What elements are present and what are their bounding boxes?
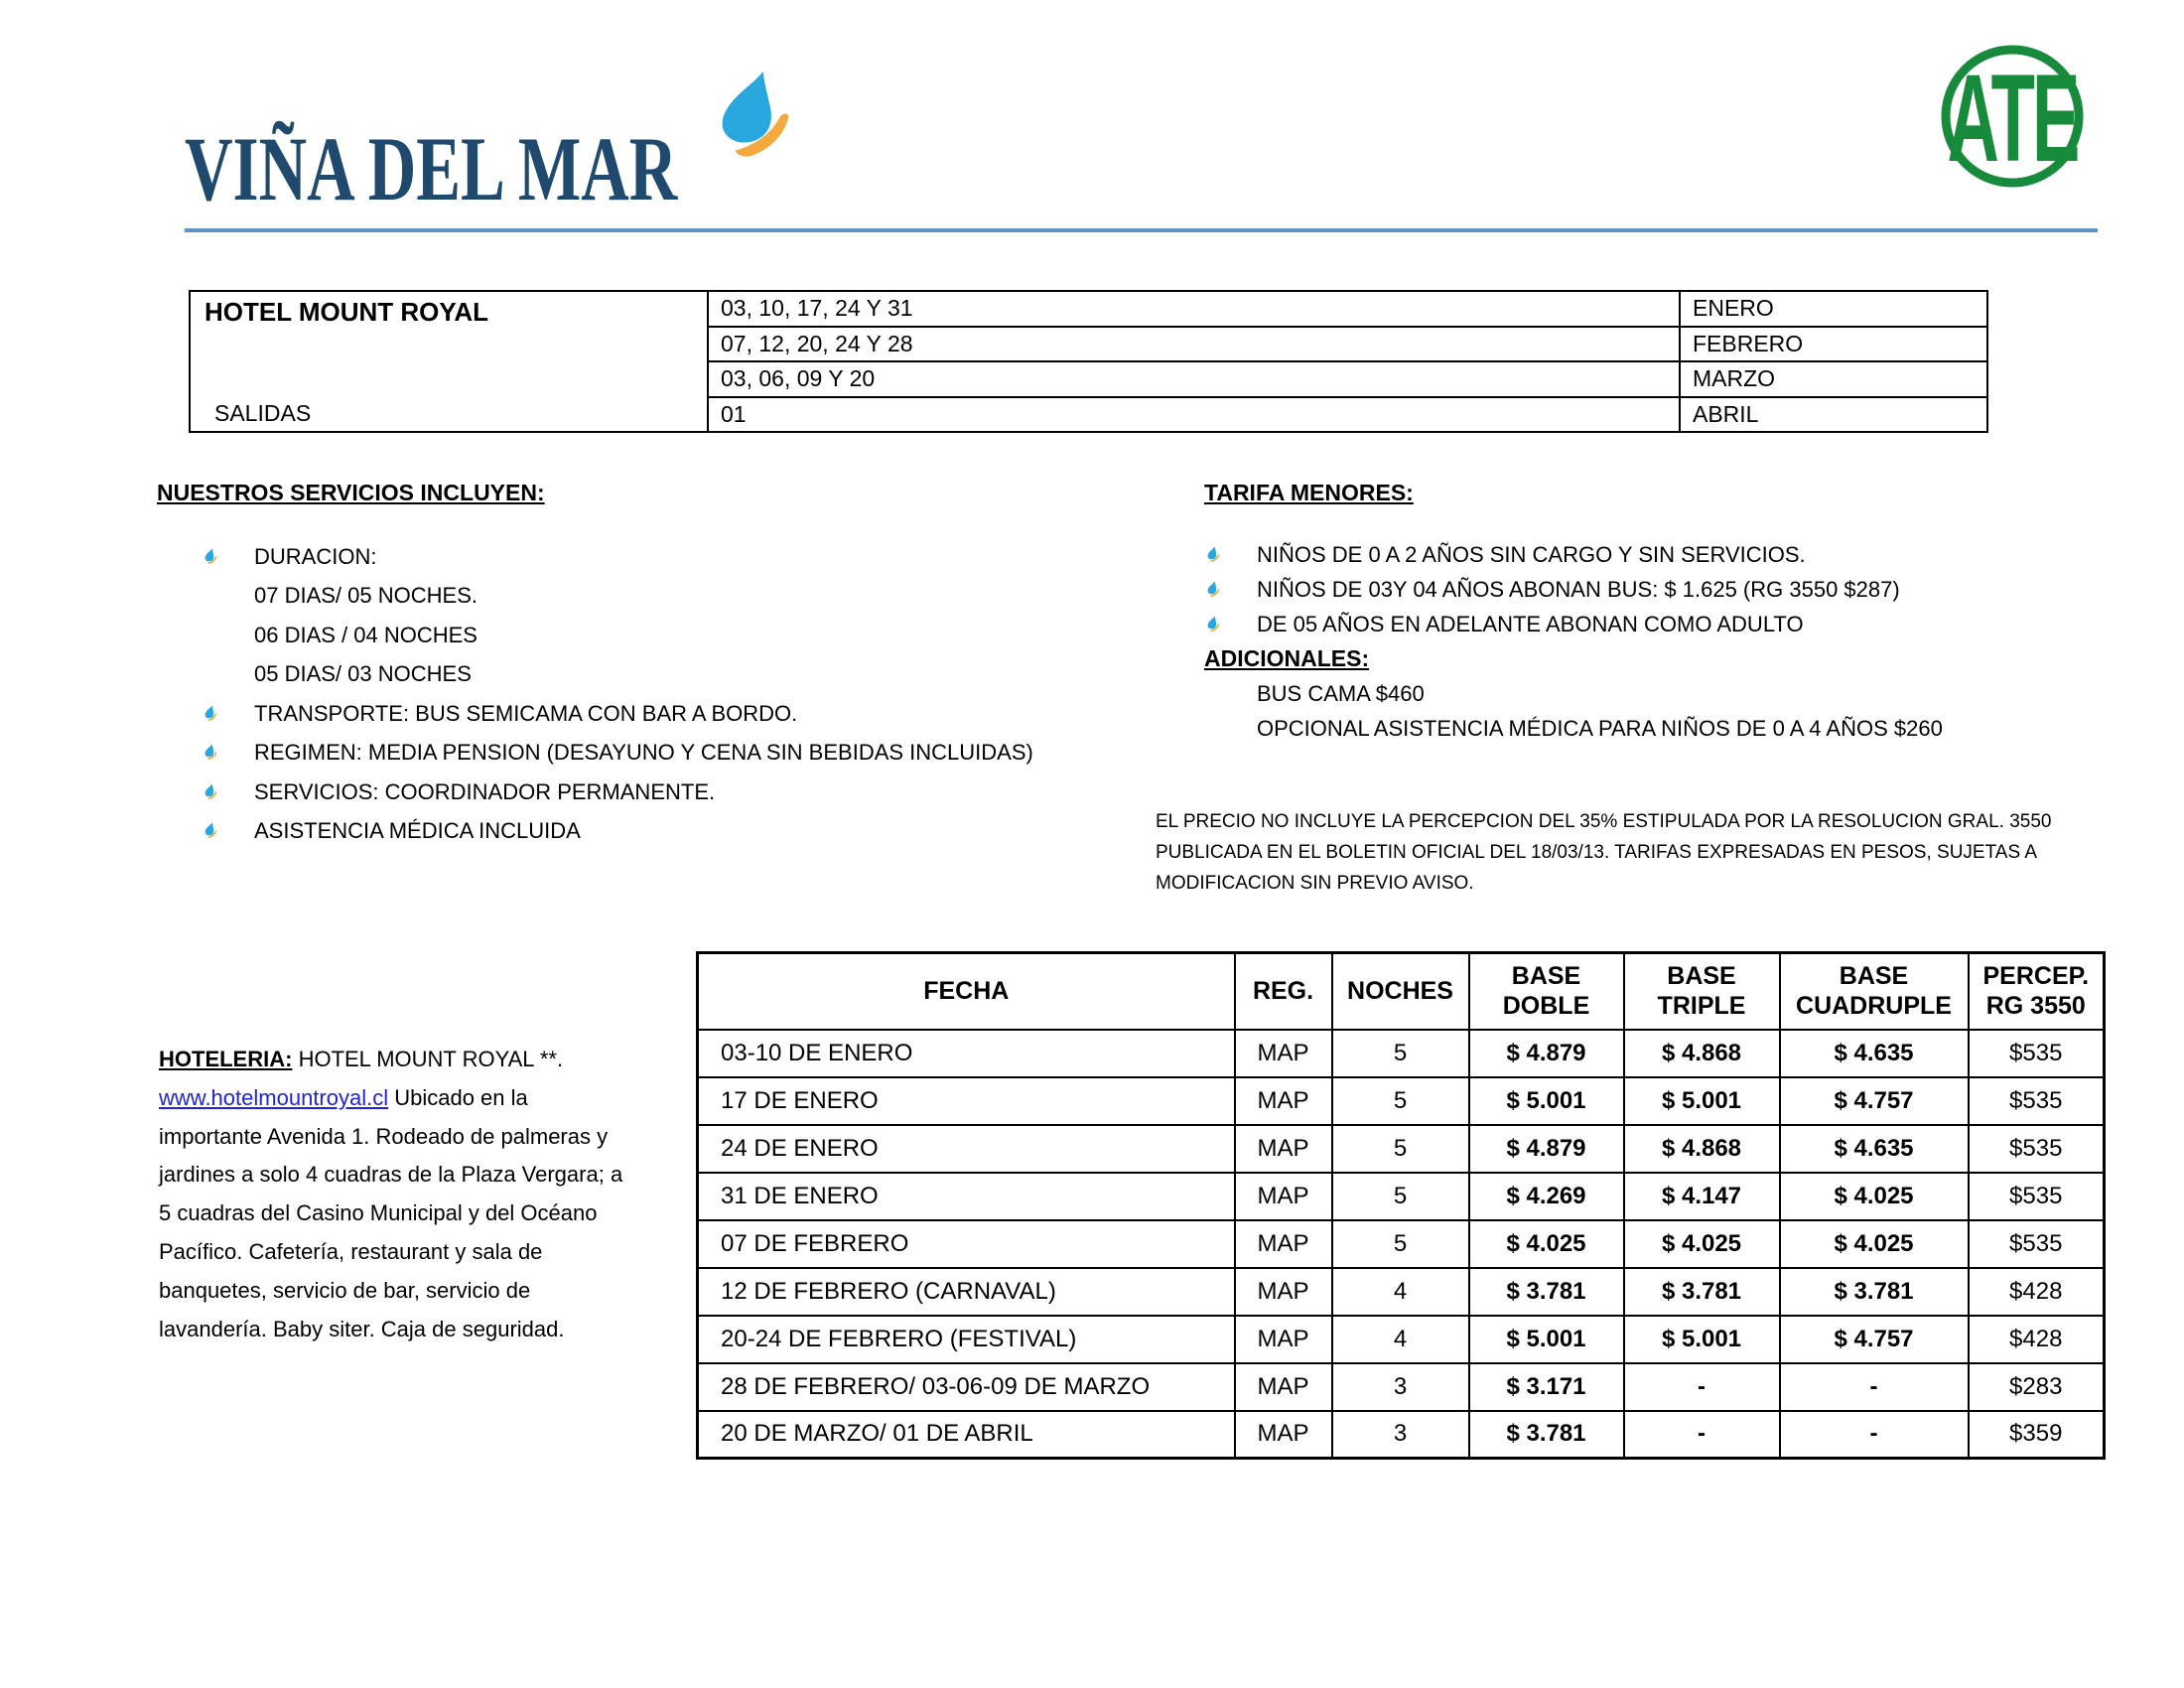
water-drop-logo-icon [720, 70, 794, 170]
header-line: BASE [1667, 962, 1736, 991]
disclaimer-line: PUBLICADA EN EL BOLETIN OFICIAL DEL 18/03/13. TARIFAS EXPRESADAS EN PESOS, SUJETAS A [1156, 842, 2038, 863]
pricing-row [698, 1316, 2105, 1363]
service-text: 07 DIAS/ 05 NOCHES. [254, 583, 478, 609]
salidas-row [709, 326, 1986, 361]
hotel-website-link[interactable]: www.hotelmountroyal.cl [159, 1084, 389, 1110]
adicionales-title: ADICIONALES: [1204, 645, 1370, 671]
month-cell: FEBRERO [1693, 330, 1804, 356]
reg-cell: MAP [1235, 1411, 1332, 1459]
noches-cell: 5 [1332, 1173, 1469, 1220]
salidas-row [709, 396, 1986, 432]
salidas-rows [709, 292, 1986, 431]
departure-dates-cell: 07, 12, 20, 24 Y 28 [709, 328, 1681, 361]
adicionales-line: BUS CAMA $460 [1257, 680, 1425, 706]
drop-bullet-icon [1207, 616, 1220, 633]
base-cuadruple-cell: $ 4.757 [1780, 1316, 1969, 1363]
pricing-row [698, 1173, 2105, 1220]
base-cuadruple-cell: $ 3.781 [1780, 1268, 1969, 1316]
base-cuadruple-cell: $ 4.025 [1780, 1220, 1969, 1268]
base-doble-cell: $ 5.001 [1469, 1316, 1624, 1363]
base-doble-cell: $ 4.879 [1469, 1125, 1624, 1173]
header-reg: REG. [1235, 953, 1332, 1030]
base-triple-cell: $ 5.001 [1624, 1316, 1780, 1363]
service-line [205, 694, 1033, 734]
hoteleria-text: HOTEL MOUNT ROYAL **. [292, 1047, 564, 1071]
fecha-cell: 28 DE FEBRERO/ 03-06-09 DE MARZO [698, 1363, 1235, 1411]
departure-dates-cell: 03, 10, 17, 24 Y 31 [709, 292, 1681, 326]
ate-logo [1936, 40, 2089, 198]
service-line [205, 577, 1033, 617]
drop-shape [723, 71, 771, 142]
departure-dates-cell: 03, 06, 09 Y 20 [709, 362, 1681, 396]
hoteleria-line [159, 1041, 622, 1079]
salidas-hotel-cell [191, 292, 709, 431]
hoteleria-line: banquetes, servicio de bar, servicio de [159, 1277, 531, 1303]
fecha-cell: 31 DE ENERO [698, 1173, 1235, 1220]
service-line [205, 812, 1033, 852]
header-base-triple [1624, 953, 1780, 1030]
base-triple-cell: $ 3.781 [1624, 1268, 1780, 1316]
percep-cell: $535 [1969, 1125, 2105, 1173]
fecha-cell: 12 DE FEBRERO (CARNAVAL) [698, 1268, 1235, 1316]
header-noches: NOCHES [1332, 953, 1469, 1030]
reg-cell: MAP [1235, 1268, 1332, 1316]
base-triple-cell: $ 4.147 [1624, 1173, 1780, 1220]
base-triple-cell: $ 5.001 [1624, 1077, 1780, 1125]
header-line: BASE [1839, 962, 1909, 991]
reg-cell: MAP [1235, 1077, 1332, 1125]
tarifa-line [1204, 537, 1943, 572]
tarifa-list [1204, 537, 1943, 746]
header-line: DOBLE [1502, 992, 1590, 1021]
noches-cell: 4 [1332, 1316, 1469, 1363]
price-disclaimer [1156, 806, 2051, 899]
pricing-row [698, 1125, 2105, 1173]
service-line [205, 734, 1033, 774]
month-cell: MARZO [1693, 365, 1776, 392]
header-fecha: FECHA [698, 953, 1235, 1030]
service-text: DURACION: [254, 543, 377, 569]
fecha-cell: 07 DE FEBRERO [698, 1220, 1235, 1268]
base-cuadruple-cell: $ 4.635 [1780, 1125, 1969, 1173]
drop-bullet-icon [1207, 581, 1220, 599]
fecha-cell: 24 DE ENERO [698, 1125, 1235, 1173]
pricing-row [698, 1411, 2105, 1459]
header-percep-rg3550 [1969, 953, 2105, 1030]
pricing-row [698, 1077, 2105, 1125]
tarifa-text: DE 05 AÑOS EN ADELANTE ABONAN COMO ADULTO [1257, 611, 1804, 636]
base-triple-cell: $ 4.025 [1624, 1220, 1780, 1268]
ate-logo-text: ATE [1947, 49, 2078, 188]
base-triple-cell: - [1624, 1363, 1780, 1411]
header-line: TRIPLE [1657, 992, 1746, 1021]
percep-cell: $535 [1969, 1173, 2105, 1220]
base-doble-cell: $ 3.781 [1469, 1268, 1624, 1316]
base-triple-cell: $ 4.868 [1624, 1030, 1780, 1077]
hoteleria-text: Ubicado en la [388, 1084, 528, 1110]
hoteleria-line: jardines a solo 4 cuadras de la Plaza Vergara; a [159, 1162, 623, 1188]
hoteleria-line: 5 cuadras del Casino Municipal y del Océano [159, 1200, 598, 1226]
service-text: ASISTENCIA MÉDICA INCLUIDA [254, 818, 581, 844]
reg-cell: MAP [1235, 1125, 1332, 1173]
reg-cell: MAP [1235, 1316, 1332, 1363]
pricing-row [698, 1363, 2105, 1411]
percep-cell: $283 [1969, 1363, 2105, 1411]
reg-cell: MAP [1235, 1030, 1332, 1077]
header-line: PERCEP. [1982, 962, 2090, 991]
pricing-row [698, 1030, 2105, 1077]
percep-cell: $535 [1969, 1030, 2105, 1077]
base-cuadruple-cell: - [1780, 1411, 1969, 1459]
base-doble-cell: $ 5.001 [1469, 1077, 1624, 1125]
month-cell: ABRIL [1693, 400, 1759, 427]
fecha-cell: 17 DE ENERO [698, 1077, 1235, 1125]
noches-cell: 5 [1332, 1077, 1469, 1125]
base-triple-cell: - [1624, 1411, 1780, 1459]
header-base-cuadruple [1780, 953, 1969, 1030]
hotel-name: HOTEL MOUNT ROYAL [205, 297, 489, 327]
header-line: RG 3550 [1985, 992, 2086, 1021]
base-doble-cell: $ 3.781 [1469, 1411, 1624, 1459]
percep-cell: $359 [1969, 1411, 2105, 1459]
percep-cell: $535 [1969, 1220, 2105, 1268]
hoteleria-label: HOTELERIA: [159, 1047, 293, 1071]
departure-dates-cell: 01 [709, 398, 1681, 432]
hoteleria-paragraph [159, 1041, 622, 1348]
header-line: BASE [1511, 962, 1581, 991]
drop-bullet-icon [205, 783, 217, 801]
tarifa-text: NIÑOS DE 0 A 2 AÑOS SIN CARGO Y SIN SERVICIOS. [1257, 541, 1806, 567]
base-doble-cell: $ 4.879 [1469, 1030, 1624, 1077]
tarifa-line [1204, 607, 1943, 641]
base-cuadruple-cell: $ 4.025 [1780, 1173, 1969, 1220]
noches-cell: 5 [1332, 1030, 1469, 1077]
noches-cell: 3 [1332, 1411, 1469, 1459]
service-text: TRANSPORTE: BUS SEMICAMA CON BAR A BORDO. [254, 700, 798, 726]
base-doble-cell: $ 4.269 [1469, 1173, 1624, 1220]
header-line: CUADRUPLE [1796, 992, 1952, 1021]
fecha-cell: 20-24 DE FEBRERO (FESTIVAL) [698, 1316, 1235, 1363]
tarifa-text: NIÑOS DE 03Y 04 AÑOS ABONAN BUS: $ 1.625 (RG 3550 $287) [1257, 576, 1900, 602]
services-list [205, 537, 1033, 851]
service-text: SERVICIOS: COORDINADOR PERMANENTE. [254, 778, 716, 804]
noches-cell: 3 [1332, 1363, 1469, 1411]
drop-bullet-icon [205, 744, 217, 762]
reg-cell: MAP [1235, 1173, 1332, 1220]
noches-cell: 5 [1332, 1220, 1469, 1268]
service-text: REGIMEN: MEDIA PENSION (DESAYUNO Y CENA SIN BEBIDAS INCLUIDAS) [254, 740, 1033, 766]
drop-bullet-icon [1207, 546, 1220, 564]
base-doble-cell: $ 4.025 [1469, 1220, 1624, 1268]
service-text: 05 DIAS/ 03 NOCHES [254, 661, 472, 687]
month-cell: ENERO [1693, 295, 1774, 322]
base-triple-cell: $ 4.868 [1624, 1125, 1780, 1173]
pricing-row [698, 1220, 2105, 1268]
salidas-label: SALIDAS [214, 400, 312, 426]
fecha-cell: 03-10 DE ENERO [698, 1030, 1235, 1077]
header-divider-rule [185, 228, 2098, 232]
header-base-doble [1469, 953, 1624, 1030]
services-section-title: NUESTROS SERVICIOS INCLUYEN: [157, 480, 545, 505]
page-title: VIÑA DEL MAR [185, 118, 678, 219]
drop-bullet-icon [205, 548, 217, 566]
reg-cell: MAP [1235, 1363, 1332, 1411]
hoteleria-line: lavandería. Baby siter. Caja de seguridad. [159, 1316, 565, 1341]
disclaimer-line: EL PRECIO NO INCLUYE LA PERCEPCION DEL 35% ESTIPULADA POR LA RESOLUCION GRAL. 3550 [1156, 811, 2052, 832]
drop-bullet-icon [205, 822, 217, 840]
salidas-table [189, 290, 1988, 433]
reg-cell: MAP [1235, 1220, 1332, 1268]
base-cuadruple-cell: $ 4.635 [1780, 1030, 1969, 1077]
base-doble-cell: $ 3.171 [1469, 1363, 1624, 1411]
hoteleria-line: importante Avenida 1. Rodeado de palmeras y [159, 1123, 609, 1149]
service-line [205, 537, 1033, 577]
service-line [205, 773, 1033, 812]
base-cuadruple-cell: $ 4.757 [1780, 1077, 1969, 1125]
service-line [205, 655, 1033, 695]
noches-cell: 5 [1332, 1125, 1469, 1173]
tarifa-section-title: TARIFA MENORES: [1204, 480, 1414, 505]
adicionales-line: OPCIONAL ASISTENCIA MÉDICA PARA NIÑOS DE 0 A 4 AÑOS $260 [1257, 715, 1943, 741]
salidas-row [709, 292, 1986, 326]
disclaimer-line: MODIFICACION SIN PREVIO AVISO. [1156, 873, 1474, 894]
tarifa-line [1204, 572, 1943, 607]
percep-cell: $535 [1969, 1077, 2105, 1125]
pricing-row [698, 1268, 2105, 1316]
pricing-table [696, 951, 2106, 1460]
percep-cell: $428 [1969, 1316, 2105, 1363]
base-cuadruple-cell: - [1780, 1363, 1969, 1411]
pricing-header-row [698, 953, 2105, 1030]
hoteleria-line [159, 1079, 622, 1118]
percep-cell: $428 [1969, 1268, 2105, 1316]
drop-bullet-icon [205, 705, 217, 723]
service-line [205, 616, 1033, 655]
salidas-row [709, 360, 1986, 396]
service-text: 06 DIAS / 04 NOCHES [254, 622, 478, 647]
hoteleria-line: Pacífico. Cafetería, restaurant y sala de [159, 1238, 543, 1264]
noches-cell: 4 [1332, 1268, 1469, 1316]
fecha-cell: 20 DE MARZO/ 01 DE ABRIL [698, 1411, 1235, 1459]
